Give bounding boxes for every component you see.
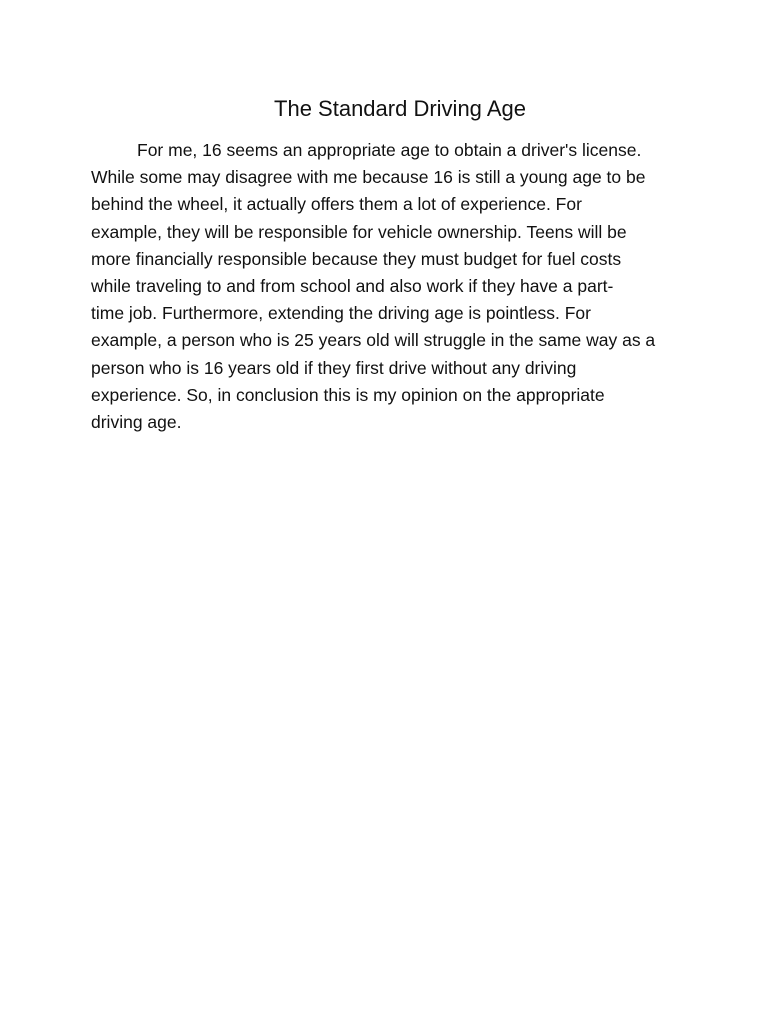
paragraph-line: example, they will be responsible for vehicle ownership. Teens will be [91,221,627,242]
paragraph-line: While some may disagree with me because 16 is still a young age to be [91,167,646,188]
paragraph-line: person who is 16 years old if they first drive without any driving [91,357,577,378]
paragraph-line: time job. Furthermore, extending the driving age is pointless. For [91,303,591,324]
document-title: The Standard Driving Age [274,96,526,121]
paragraph-line: experience. So, in conclusion this is my opinion on the appropriate [91,384,605,405]
essay-paragraph [91,137,691,436]
paragraph-line: For me, 16 seems an appropriate age to obtain a driver's license. [137,140,642,160]
paragraph-line: while traveling to and from school and also work if they have a part- [91,276,614,297]
paragraph-line: example, a person who is 25 years old will struggle in the same way as a [91,330,656,351]
paragraph-line: driving age. [91,412,182,433]
paragraph-line: more financially responsible because they must budget for fuel costs [91,248,622,269]
paragraph-line: behind the wheel, it actually offers them a lot of experience. For [91,194,582,215]
